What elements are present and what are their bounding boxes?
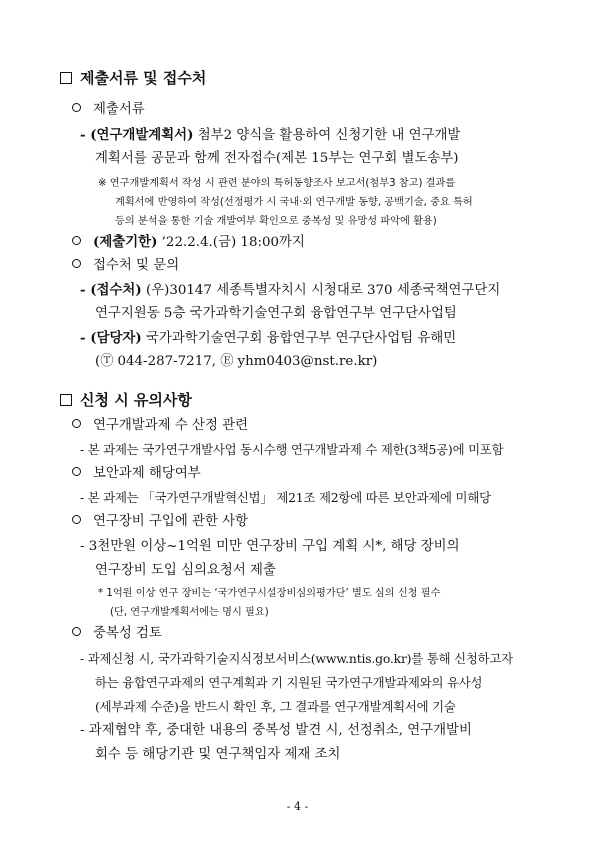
notes-item-2-text: - 본 과제는 「국가연구개발혁신법」 제21조 제2항에 따른 보안과제에 미해당: [80, 490, 491, 505]
note-line-1: ※ 연구개발계획서 작성 시 관련 분야의 특허동향조사 보고서(첨부3 참고) 결과를: [98, 178, 456, 189]
section-heading-notes: 신청 시 유의사항: [60, 390, 192, 410]
notes-item-3-note-2: (단, 연구개발계획서에는 명시 필요): [110, 607, 269, 618]
notes-item-3-line-1: - 3천만원 이상~1억원 미만 연구장비 구입 계획 시*, 해당 장비의: [80, 539, 460, 554]
email-circled-e-icon: Ⓔ: [220, 354, 234, 369]
circle-bullet-icon: [72, 259, 81, 268]
page-number: - 4 -: [286, 800, 309, 813]
notes-item-4-b-line-2: 회수 등 해당기관 및 연구책임자 제재 조치: [95, 747, 341, 762]
phone-circled-t-icon: Ⓣ: [100, 354, 114, 369]
doc-line-2: 계획서를 공문과 함께 전자접수(제본 15부는 연구회 별도송부): [95, 151, 459, 166]
notes-item-3: 연구장비 구입에 관한 사항: [72, 512, 248, 532]
notes-item-1-text: - 본 과제는 국가연구개발사업 동시수행 연구개발과제 수 제한(3책5공)에 미포함: [80, 442, 504, 457]
office-line-1: - (접수처) (우)30147 세종특별자치시 시청대로 370 세종국책연구단지: [80, 282, 501, 298]
notes-item-4-a-line-2: 하는 융합연구과제의 연구계획과 기 지원된 국가연구개발과제와의 유사성: [95, 675, 483, 690]
note-line-3: 등의 분석을 통한 기술 개발여부 확인으로 중복성 및 유망성 파악에 활용): [115, 216, 437, 227]
notes-item-4: 중복성 검토: [72, 624, 162, 644]
person-line-2: (Ⓣ 044-287-7217, Ⓔ yhm0403@nst.re.kr): [95, 352, 377, 372]
square-bullet-icon: [60, 72, 72, 84]
notes-item-2: 보안과제 해당여부: [72, 464, 201, 484]
note-line-2: 계획서에 반영하여 작성(선정평가 시 국내·외 연구개발 동향, 공백기술, 중요 특허: [115, 197, 473, 208]
circle-bullet-icon: [72, 236, 81, 245]
section-heading-submission: 제출서류 및 접수처: [60, 68, 206, 88]
person-line-1: - (담당자) 국가과학기술연구회 융합연구부 연구단사업팀 유해민: [80, 330, 457, 346]
circle-bullet-icon: [72, 467, 81, 476]
office-line-2: 연구지원동 5층 국가과학기술연구회 융합연구부 연구단사업팀: [95, 306, 457, 321]
docs-item: 제출서류: [72, 100, 145, 120]
circle-bullet-icon: [72, 627, 81, 636]
notes-item-4-a-line-1: - 과제신청 시, 국가과학기술지식정보서비스(www.ntis.go.kr)를 통해 신청하고자: [80, 651, 513, 666]
notes-item-1: 연구개발과제 수 산정 관련: [72, 416, 248, 436]
notes-item-4-b-line-1: - 과제협약 후, 중대한 내용의 중복성 발견 시, 선정취소, 연구개발비: [80, 723, 472, 738]
circle-bullet-icon: [72, 419, 81, 428]
doc-line-1: - (연구개발계획서) 첨부2 양식을 활용하여 신청기한 내 연구개발: [80, 127, 461, 143]
circle-bullet-icon: [72, 515, 81, 524]
contact-item: 접수처 및 문의: [72, 256, 179, 276]
notes-item-3-line-2: 연구장비 도입 심의요청서 제출: [95, 563, 276, 578]
circle-bullet-icon: [72, 103, 81, 112]
square-bullet-icon: [60, 394, 72, 406]
notes-item-4-a-line-3: (세부과제 수준)을 반드시 확인 후, 그 결과를 연구개발계획서에 기술: [95, 699, 456, 714]
deadline-item: (제출기한) ’22.2.4.(금) 18:00까지: [72, 232, 305, 253]
notes-item-3-note-1: * 1억원 이상 연구 장비는 ‘국가연구시설장비심의평가단’ 별도 심의 신청 필수: [98, 588, 441, 599]
